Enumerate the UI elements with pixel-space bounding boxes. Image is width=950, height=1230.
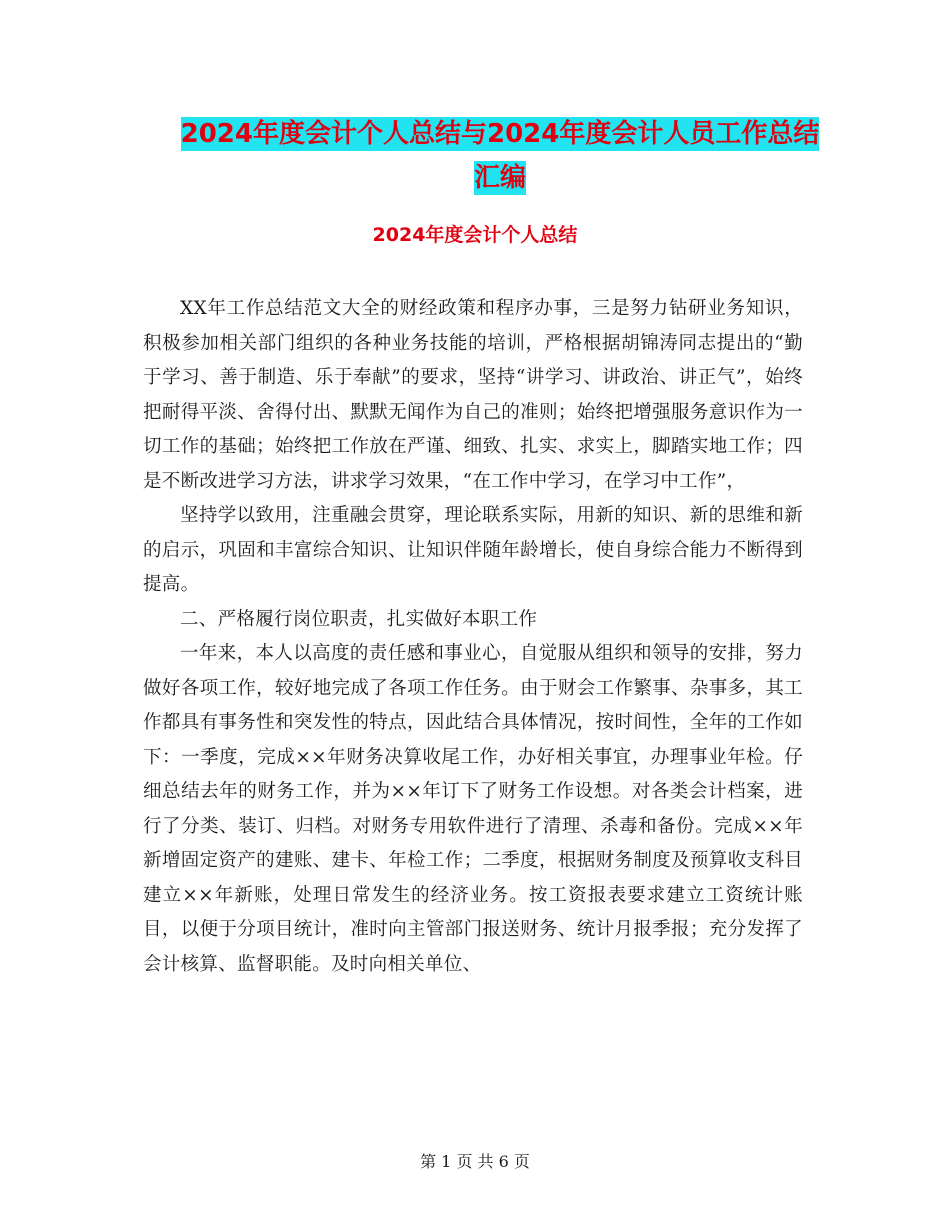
paragraph-2: 坚持学以致用，注重融会贯穿，理论联系实际，用新的知识、新的思维和新的启示，巩固和丰富综合知识、让知识伴随年龄增长，使自身综合能力不断得到提高。 [143, 505, 803, 595]
document-title-line1: 2024年度会计个人总结与2024年度会计人员工作总结 [180, 119, 820, 149]
document-title [160, 112, 840, 200]
document-title-line2: 汇编 [473, 163, 526, 193]
paragraph-1: XX年工作总结范文大全的财经政策和程序办事，三是努力钻研业务知识，积极参加相关部门组织的各种业务技能的培训，严格根据胡锦涛同志提出的“勤于学习、善于制造、乐于奉献”的要求，坚持“讲学习、讲政治、讲正气”，始终把耐得平淡、舍得付出、默默无闻作为自己的准则；始终把增强服务意识作为一切工作的基础；始终把工作放在严谨、细致、扎实、求实上，脚踏实地工作；四是不断改进学习方法，讲求学习效果，“在工作中学习，在学习中工作”， [143, 298, 803, 492]
paragraph-4: 一年来，本人以高度的责任感和事业心，自觉服从组织和领导的安排，努力做好各项工作，较好地完成了各项工作任务。由于财会工作繁事、杂事多，其工作都具有事务性和突发性的特点，因此结合具体情况，按时间性，全年的工作如下：一季度，完成××年财务决算收尾工作，办好相关事宜，办理事业年检。仔细总结去年的财务工作，并为××年订下了财务工作设想。对各类会计档案，进行了分类、装订、归档。对财务专用软件进行了清理、杀毒和备份。完成××年新增固定资产的建账、建卡、年检工作；二季度，根据财务制度及预算收支科目建立××年新账，处理日常发生的经济业务。按工资报表要求建立工资统计账目，以便于分项目统计，准时向主管部门报送财务、统计月报季报；充分发挥了会计核算、监督职能。及时向相关单位、 [143, 643, 803, 975]
document-body [143, 292, 803, 982]
paragraph-heading: 二、严格履行岗位职责，扎实做好本职工作 [180, 608, 538, 630]
page-footer: 第 1 页 共 6 页 [420, 1152, 530, 1171]
section-title: 2024年度会计个人总结 [372, 224, 578, 246]
